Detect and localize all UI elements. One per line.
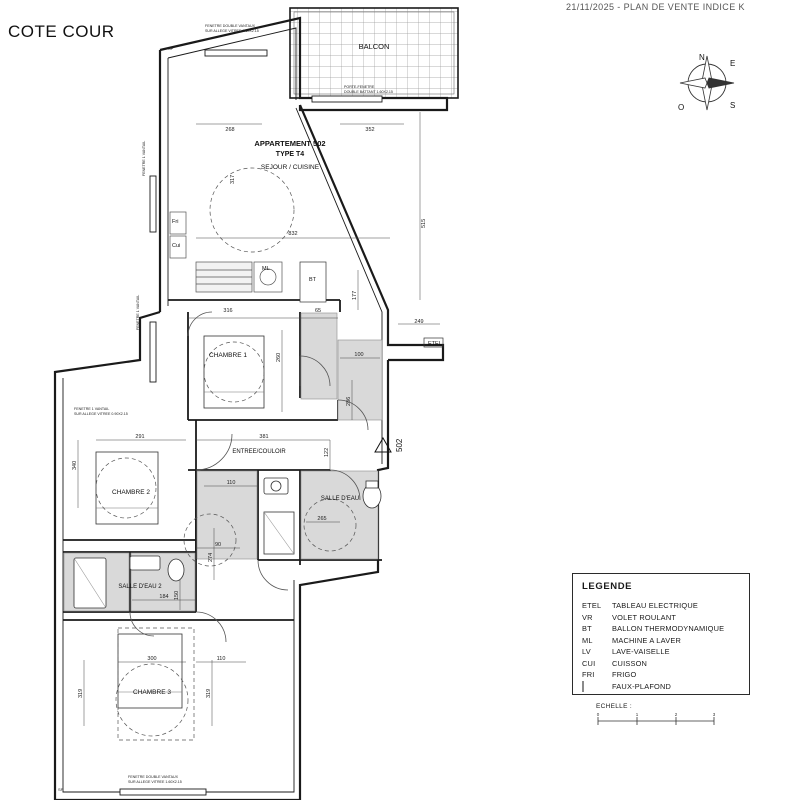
apartment-ref-label: APPARTEMENT 502 bbox=[254, 139, 326, 148]
scale-tick-2: 2 bbox=[674, 712, 678, 717]
legend-abbr: LV bbox=[582, 647, 591, 657]
legend-item bbox=[582, 681, 743, 693]
dim-260: 260 bbox=[276, 352, 282, 362]
dim-319-b: 319 bbox=[206, 688, 212, 698]
room-label-balcon: BALCON bbox=[358, 42, 390, 51]
legend-abbr: FRI bbox=[582, 670, 595, 680]
scale-tick-1: 1 bbox=[635, 712, 639, 717]
marker-sp-bottom: SP bbox=[58, 787, 64, 792]
window-note-3-line2: SUR ALLEGE VITREE 0.90X2.15 bbox=[74, 412, 128, 416]
equipment-tag-etel: ETEL bbox=[428, 341, 442, 347]
window-note-1-line2: SUR ALLEGE VITREE 1.60X2.15 bbox=[205, 29, 259, 33]
legend-desc: VOLET ROULANT bbox=[612, 612, 677, 622]
door-number-label: 502 bbox=[395, 438, 404, 452]
equipment-tag-bt: BT bbox=[309, 277, 317, 283]
window-note-4-line2: SUR ALLEGE VITREE 1.60X2.15 bbox=[128, 780, 182, 784]
dim-150: 150 bbox=[174, 590, 180, 600]
scale-bar bbox=[596, 712, 726, 728]
compass-south-label: S bbox=[730, 101, 736, 110]
dim-300: 300 bbox=[147, 656, 157, 662]
compass-east-label: E bbox=[730, 59, 736, 68]
legend-item bbox=[582, 612, 743, 624]
equipment-tag-ml: ML bbox=[262, 266, 270, 272]
legend-abbr-swatch bbox=[582, 682, 612, 691]
legend-item bbox=[582, 646, 743, 658]
dim-291: 291 bbox=[135, 434, 145, 440]
window-note-3-line1: FENETRE 1 VANTAIL bbox=[74, 407, 110, 411]
dim-65: 65 bbox=[314, 308, 322, 314]
legend-item bbox=[582, 635, 743, 647]
legend-item bbox=[582, 669, 743, 681]
scale-bar-block bbox=[596, 703, 726, 728]
legend-desc: MACHINE A LAVER bbox=[612, 635, 681, 645]
dim-316: 316 bbox=[223, 308, 233, 314]
dim-268: 268 bbox=[225, 127, 235, 133]
window-note-2-line2: DOUBLE BATTANT 1.60X2.15 bbox=[344, 90, 393, 94]
dim-832: 832 bbox=[288, 231, 298, 237]
window-note-4-line1: FENETRE DOUBLE VANTAUX bbox=[128, 775, 178, 779]
scale-label: ECHELLE : bbox=[596, 703, 632, 710]
legend-desc: FAUX-PLAFOND bbox=[612, 681, 672, 691]
dim-249: 249 bbox=[414, 319, 424, 325]
dim-274: 274 bbox=[208, 552, 214, 562]
window-note-2-line1: PORTE-FENETRE bbox=[344, 85, 375, 89]
dim-110-a: 110 bbox=[226, 480, 236, 486]
legend-panel bbox=[572, 573, 750, 695]
room-label-entree: ENTREE/COULOIR bbox=[232, 449, 286, 455]
window-note-vert-1: FENETRE 1 VANTAIL bbox=[142, 140, 146, 176]
room-label-sejour: SEJOUR / CUISINE bbox=[260, 164, 320, 171]
entry-door-marker bbox=[375, 438, 404, 452]
compass-rose bbox=[672, 48, 742, 118]
window-note-1-line1: FENETRE DOUBLE VANTAUX bbox=[205, 24, 255, 28]
dim-515: 515 bbox=[421, 218, 427, 228]
scale-tick-0: 0 bbox=[596, 712, 600, 717]
dim-100: 100 bbox=[354, 352, 364, 358]
dim-110-b: 110 bbox=[216, 656, 226, 662]
legend-desc: BALLON THERMODYNAMIQUE bbox=[612, 624, 725, 634]
room-label-chambre-1: CHAMBRE 1 bbox=[209, 352, 247, 359]
equipment-tag-fri: Fri bbox=[172, 219, 179, 225]
dim-122: 122 bbox=[324, 447, 330, 457]
dim-286: 286 bbox=[346, 396, 352, 406]
false-ceiling-swatch bbox=[582, 681, 584, 692]
exterior-walls bbox=[55, 18, 447, 800]
legend-desc: CUISSON bbox=[612, 658, 648, 668]
wall-inner-faces bbox=[63, 28, 382, 792]
marker-sp-top: SP bbox=[168, 46, 174, 51]
compass-west-label: O bbox=[678, 103, 685, 112]
dim-90: 90 bbox=[214, 542, 222, 548]
room-label-salle-d-eau: SALLE D'EAU bbox=[320, 496, 360, 502]
legend-abbr: CUI bbox=[582, 658, 596, 668]
legend-item bbox=[582, 600, 743, 612]
legend-item bbox=[582, 623, 743, 635]
legend-abbr: VR bbox=[582, 612, 593, 622]
scale-tick-3: 3 bbox=[712, 712, 716, 717]
dim-265: 265 bbox=[317, 516, 327, 522]
dim-319-a: 319 bbox=[78, 688, 84, 698]
room-label-salle-d-eau-2: SALLE D'EAU 2 bbox=[118, 584, 162, 590]
legend-abbr: ETEL bbox=[582, 601, 602, 611]
compass-north-label: N bbox=[699, 53, 705, 62]
legend-abbr: ML bbox=[582, 635, 593, 645]
dim-352: 352 bbox=[365, 127, 375, 133]
legend-desc: LAVE-VAISELLE bbox=[612, 647, 670, 657]
legend-abbr: BT bbox=[582, 624, 592, 634]
room-label-chambre-3: CHAMBRE 3 bbox=[133, 689, 171, 696]
plan-date-revision: 21/11/2025 - PLAN DE VENTE INDICE K bbox=[566, 2, 745, 12]
dim-317: 317 bbox=[230, 174, 236, 184]
room-label-chambre-2: CHAMBRE 2 bbox=[112, 489, 150, 496]
kitchen-fittings bbox=[170, 212, 326, 302]
dim-184: 184 bbox=[159, 594, 169, 600]
legend-desc: TABLEAU ELECTRIQUE bbox=[612, 601, 699, 611]
legend-title: LEGENDE bbox=[582, 581, 633, 592]
page-title: COTE COUR bbox=[8, 22, 115, 41]
dim-381: 381 bbox=[259, 434, 269, 440]
equipment-tag-cui: Cui bbox=[172, 243, 181, 249]
dim-340: 340 bbox=[72, 460, 78, 470]
legend-rows bbox=[582, 600, 743, 692]
legend-item bbox=[582, 658, 743, 670]
legend-desc: FRIGO bbox=[612, 670, 637, 680]
window-note-vert-2: FENETRE 1 VANTAIL bbox=[136, 294, 140, 330]
dim-177: 177 bbox=[352, 290, 358, 300]
apartment-type-label: TYPE T4 bbox=[275, 151, 305, 158]
